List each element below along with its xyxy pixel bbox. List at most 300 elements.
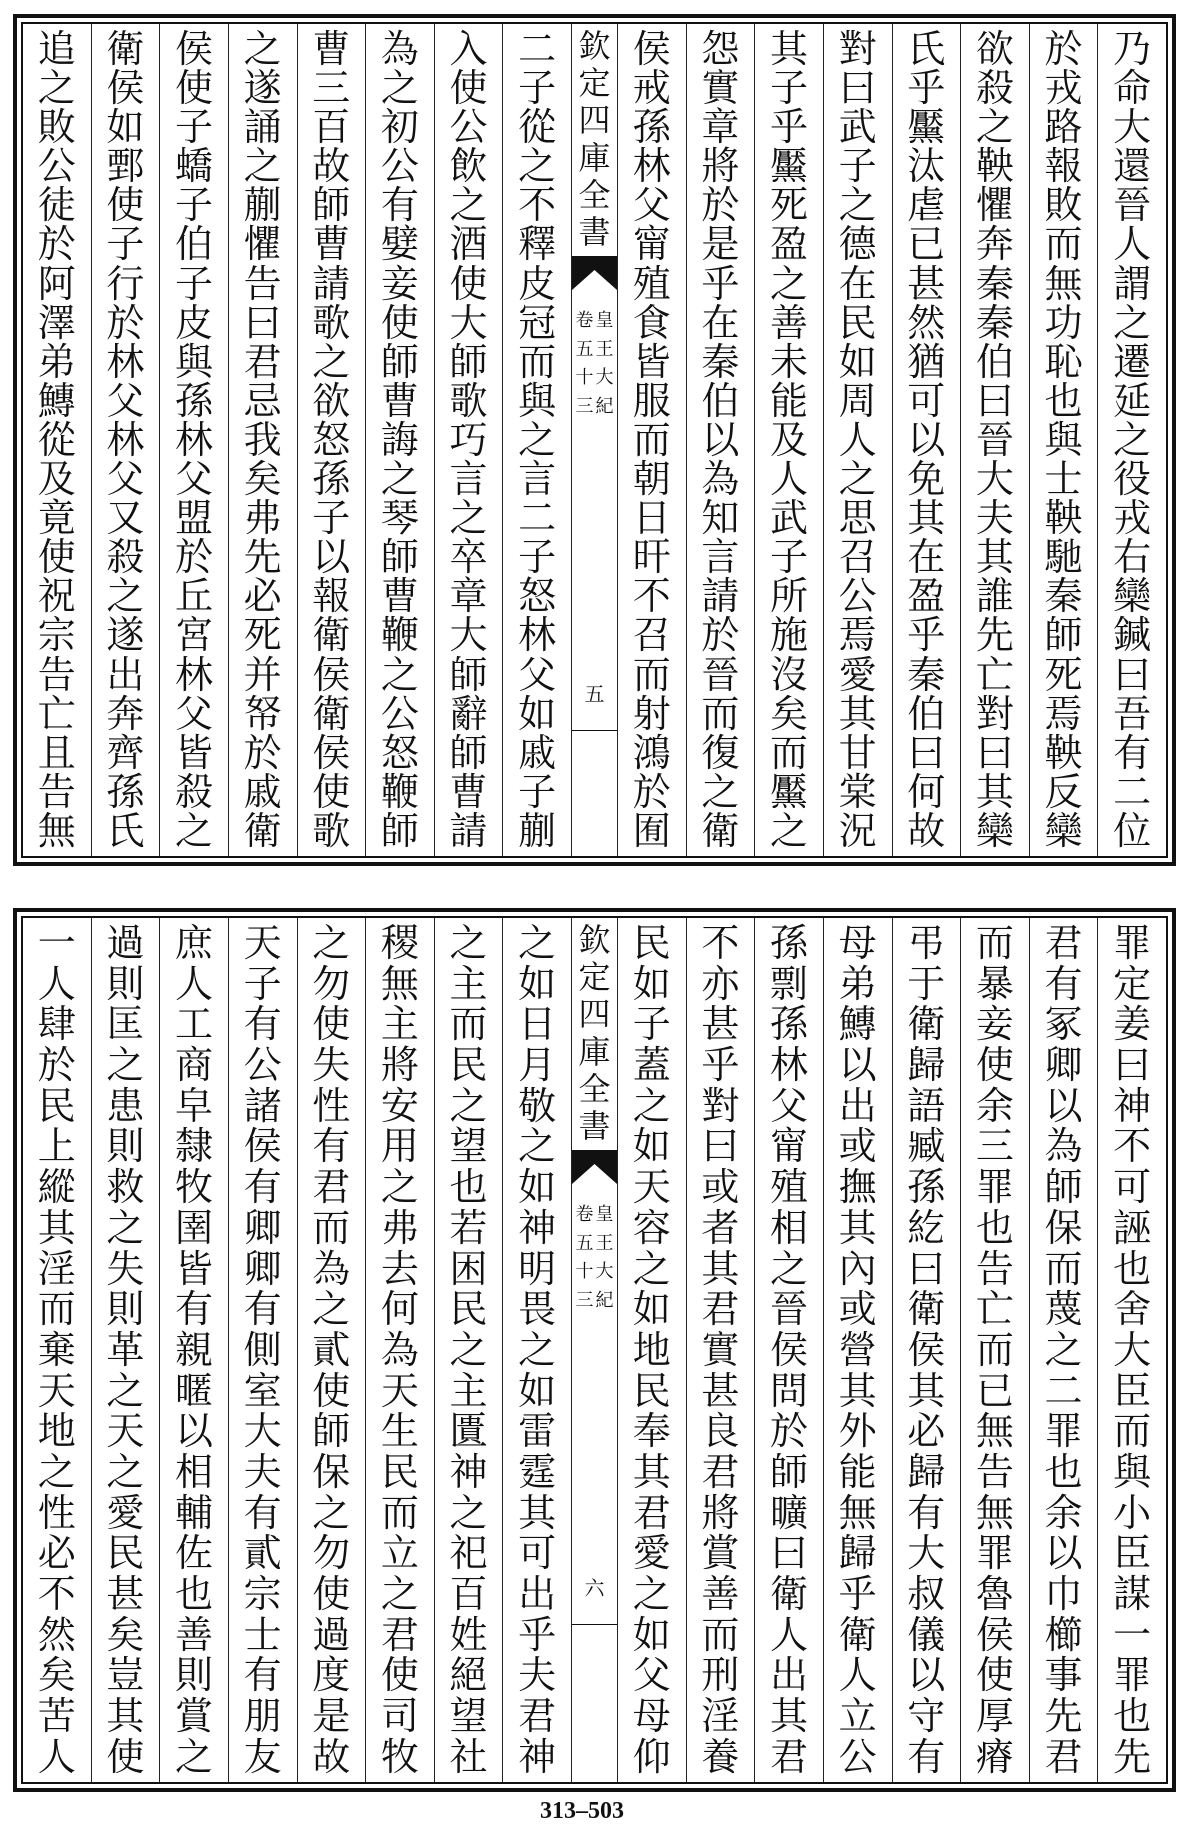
glyph: 也 bbox=[175, 1572, 214, 1616]
glyph: 必 bbox=[243, 574, 282, 619]
column-text bbox=[503, 27, 571, 853]
glyph: 宮 bbox=[175, 613, 214, 658]
glyph: 敗 bbox=[1044, 183, 1083, 228]
glyph: 之 bbox=[838, 183, 877, 228]
glyph: 也 bbox=[1044, 378, 1083, 423]
text-column bbox=[297, 918, 366, 1782]
glyph: 卿 bbox=[243, 1205, 282, 1250]
glyph: 之 bbox=[518, 417, 557, 462]
glyph: 如 bbox=[838, 339, 877, 384]
text-column bbox=[502, 918, 571, 1782]
glyph: 人 bbox=[770, 1612, 809, 1657]
glyph: 使 bbox=[380, 300, 419, 345]
glyph: 之 bbox=[1113, 300, 1152, 345]
column-text bbox=[893, 27, 961, 853]
glyph: 民 bbox=[632, 921, 671, 965]
glyph: 在 bbox=[838, 261, 877, 306]
glyph: 師 bbox=[380, 808, 419, 853]
column-text bbox=[160, 921, 228, 1779]
glyph: 民 bbox=[106, 1531, 145, 1576]
glyph: 鞅 bbox=[1044, 730, 1083, 775]
glyph: 行 bbox=[106, 261, 145, 306]
glyph: 師 bbox=[770, 1449, 809, 1494]
glyph: 猶 bbox=[907, 339, 946, 384]
glyph: 於 bbox=[770, 1409, 809, 1454]
text-frame bbox=[21, 916, 1168, 1784]
glyph: 士 bbox=[1044, 457, 1083, 502]
glyph: 使 bbox=[106, 183, 145, 228]
glyph: 可 bbox=[907, 378, 946, 423]
page-number: 六 bbox=[584, 1576, 605, 1600]
glyph: 以 bbox=[1044, 1531, 1083, 1576]
text-column bbox=[1029, 918, 1098, 1782]
glyph: 射 bbox=[632, 691, 671, 736]
glyph: 知 bbox=[701, 496, 740, 541]
glyph: 救 bbox=[106, 1165, 145, 1210]
glyph: 功 bbox=[1044, 300, 1083, 345]
glyph: 妾 bbox=[975, 1002, 1014, 1047]
glyph: 乃 bbox=[1113, 27, 1152, 71]
glyph: 於 bbox=[37, 222, 76, 267]
glyph: 戒 bbox=[632, 66, 671, 111]
glyph: 報 bbox=[1044, 144, 1083, 189]
glyph: 稷 bbox=[380, 921, 419, 965]
glyph: 友 bbox=[243, 1734, 282, 1779]
glyph: 而 bbox=[1113, 1409, 1152, 1454]
glyph: 是 bbox=[701, 222, 740, 267]
glyph: 之 bbox=[312, 1490, 351, 1535]
fold-column bbox=[571, 24, 617, 856]
glyph: 公 bbox=[380, 144, 419, 189]
glyph: 雷 bbox=[518, 1409, 557, 1454]
glyph: 君 bbox=[518, 1694, 557, 1739]
glyph: 懼 bbox=[975, 183, 1014, 228]
glyph: 黶 bbox=[907, 105, 946, 150]
glyph: 與 bbox=[1113, 1449, 1152, 1494]
glyph: 師 bbox=[449, 730, 488, 775]
glyph: 公 bbox=[380, 691, 419, 736]
glyph: 撫 bbox=[838, 1165, 877, 1210]
glyph: 侯 bbox=[106, 66, 145, 111]
glyph: 公 bbox=[838, 1734, 877, 1779]
fold-subtitle bbox=[575, 1206, 614, 1310]
glyph: 秦 bbox=[701, 339, 740, 384]
glyph: 復 bbox=[701, 730, 740, 775]
text-column bbox=[617, 918, 686, 1782]
glyph: 匱 bbox=[449, 1409, 488, 1454]
glyph: 之 bbox=[243, 27, 282, 71]
glyph: 食 bbox=[632, 300, 671, 345]
glyph: 召 bbox=[838, 535, 877, 580]
glyph: 則 bbox=[106, 1287, 145, 1332]
glyph: 為 bbox=[380, 27, 419, 71]
glyph: 性 bbox=[312, 1083, 351, 1128]
glyph: 有 bbox=[243, 1002, 282, 1047]
glyph: 又 bbox=[106, 496, 145, 541]
glyph: 鞅 bbox=[975, 144, 1014, 189]
glyph: 將 bbox=[701, 144, 740, 189]
glyph: 故 bbox=[312, 144, 351, 189]
glyph: 遷 bbox=[1113, 339, 1152, 384]
glyph: 怒 bbox=[312, 417, 351, 462]
text-column bbox=[228, 918, 297, 1782]
glyph: 林 bbox=[106, 417, 145, 462]
text-column bbox=[686, 918, 755, 1782]
glyph: 如 bbox=[632, 1612, 671, 1657]
glyph: 公 bbox=[838, 574, 877, 619]
glyph: 欽 bbox=[578, 921, 611, 959]
glyph: 工 bbox=[175, 1002, 214, 1047]
glyph: 生 bbox=[380, 1409, 419, 1454]
column-text bbox=[618, 27, 686, 853]
glyph: 子 bbox=[518, 535, 557, 580]
glyph: 豈 bbox=[106, 1653, 145, 1698]
glyph: 師 bbox=[312, 183, 351, 228]
glyph: 曹 bbox=[312, 27, 351, 71]
glyph: 之 bbox=[770, 808, 809, 853]
glyph: 民 bbox=[449, 1287, 488, 1332]
glyph: 歌 bbox=[312, 300, 351, 345]
glyph: 之 bbox=[449, 921, 488, 965]
glyph: 勿 bbox=[312, 1531, 351, 1576]
glyph: 其 bbox=[907, 1368, 946, 1413]
column-text bbox=[824, 27, 892, 853]
glyph: 庫 bbox=[578, 138, 611, 177]
glyph: 曹 bbox=[380, 574, 419, 619]
glyph: 孫 bbox=[770, 921, 809, 965]
glyph: 使 bbox=[975, 1653, 1014, 1698]
glyph: 如 bbox=[518, 691, 557, 736]
text-column bbox=[892, 24, 961, 856]
glyph: 商 bbox=[175, 1043, 214, 1088]
glyph: 容 bbox=[632, 1205, 671, 1250]
glyph: 甯 bbox=[770, 1124, 809, 1169]
glyph: 臣 bbox=[1113, 1531, 1152, 1576]
glyph: 衛 bbox=[243, 808, 282, 853]
glyph: 侯 bbox=[632, 27, 671, 71]
glyph: 伯 bbox=[175, 222, 214, 267]
glyph: 而 bbox=[1044, 222, 1083, 267]
glyph: 武 bbox=[838, 105, 877, 150]
glyph: 則 bbox=[175, 1653, 214, 1698]
glyph: 欲 bbox=[312, 378, 351, 423]
glyph: 孫 bbox=[632, 105, 671, 150]
glyph: 皮 bbox=[518, 261, 557, 306]
glyph: 於 bbox=[632, 769, 671, 814]
glyph: 使 bbox=[312, 1572, 351, 1616]
text-column bbox=[365, 918, 434, 1782]
glyph: 然 bbox=[37, 1612, 76, 1657]
glyph: 之 bbox=[106, 1368, 145, 1413]
glyph: 父 bbox=[175, 691, 214, 736]
glyph: 其 bbox=[838, 691, 877, 736]
glyph: 子 bbox=[770, 535, 809, 580]
book-title bbox=[595, 312, 614, 416]
glyph: 戎 bbox=[1044, 66, 1083, 111]
glyph: 其 bbox=[838, 1205, 877, 1250]
glyph: 使 bbox=[175, 66, 214, 111]
glyph: 怒 bbox=[380, 730, 419, 775]
glyph: 請 bbox=[449, 808, 488, 853]
text-column bbox=[91, 24, 160, 856]
glyph: 如 bbox=[106, 105, 145, 150]
column-text bbox=[755, 921, 823, 1779]
text-column bbox=[502, 24, 571, 856]
glyph: 三 bbox=[975, 1124, 1014, 1169]
glyph: 之 bbox=[380, 1165, 419, 1210]
glyph: 全 bbox=[578, 175, 611, 214]
glyph: 之 bbox=[380, 652, 419, 697]
glyph: 鍼 bbox=[1113, 613, 1152, 658]
text-column bbox=[754, 918, 823, 1782]
glyph: 殺 bbox=[975, 66, 1014, 111]
glyph: 愛 bbox=[632, 1531, 671, 1576]
glyph: 母 bbox=[838, 921, 877, 965]
glyph: 是 bbox=[312, 1694, 351, 1739]
column-text bbox=[961, 27, 1029, 853]
glyph: 秦 bbox=[975, 261, 1014, 306]
glyph: 日 bbox=[632, 496, 671, 541]
glyph: 外 bbox=[838, 1409, 877, 1454]
glyph: 無 bbox=[37, 808, 76, 853]
glyph: 苦 bbox=[37, 1694, 76, 1739]
glyph: 公 bbox=[243, 1043, 282, 1088]
glyph: 十 bbox=[575, 367, 594, 389]
text-column bbox=[365, 24, 434, 856]
glyph: 貳 bbox=[243, 1531, 282, 1576]
glyph: 死 bbox=[1044, 652, 1083, 697]
glyph: 暴 bbox=[975, 961, 1014, 1006]
glyph: 如 bbox=[632, 961, 671, 1006]
glyph: 初 bbox=[380, 105, 419, 150]
glyph: 蓋 bbox=[632, 1043, 671, 1088]
glyph: 而 bbox=[632, 417, 671, 462]
glyph: 皆 bbox=[175, 1246, 214, 1291]
glyph: 人 bbox=[37, 1734, 76, 1779]
glyph: 使 bbox=[312, 1368, 351, 1413]
glyph: 怨 bbox=[701, 27, 740, 71]
glyph: 有 bbox=[243, 1490, 282, 1535]
glyph: 有 bbox=[243, 1165, 282, 1210]
glyph: 賞 bbox=[701, 1531, 740, 1576]
glyph: 五 bbox=[575, 338, 594, 360]
glyph: 況 bbox=[838, 808, 877, 853]
glyph: 之 bbox=[1113, 417, 1152, 462]
glyph: 親 bbox=[175, 1327, 214, 1372]
glyph: 乎 bbox=[907, 66, 946, 111]
glyph: 其 bbox=[770, 27, 809, 71]
column-text bbox=[298, 27, 366, 853]
glyph: 而 bbox=[312, 1205, 351, 1250]
glyph: 歌 bbox=[449, 378, 488, 423]
text-column bbox=[892, 918, 961, 1782]
glyph: 矣 bbox=[770, 691, 809, 736]
glyph: 能 bbox=[838, 1449, 877, 1494]
glyph: 匡 bbox=[106, 1002, 145, 1047]
glyph: 以 bbox=[175, 1409, 214, 1454]
glyph: 問 bbox=[770, 1368, 809, 1413]
glyph: 上 bbox=[37, 1124, 76, 1169]
glyph: 之 bbox=[175, 808, 214, 853]
glyph: 其 bbox=[975, 769, 1014, 814]
glyph: 三 bbox=[575, 395, 594, 417]
glyph: 庫 bbox=[578, 1032, 611, 1071]
glyph: 誨 bbox=[380, 417, 419, 462]
glyph: 位 bbox=[1113, 808, 1152, 853]
glyph: 君 bbox=[243, 339, 282, 384]
glyph: 乎 bbox=[838, 1572, 877, 1616]
glyph: 三 bbox=[312, 66, 351, 111]
glyph: 出 bbox=[838, 1083, 877, 1128]
glyph: 二 bbox=[518, 496, 557, 541]
glyph: 天 bbox=[380, 1368, 419, 1413]
glyph: 乎 bbox=[518, 1612, 557, 1657]
glyph: 林 bbox=[770, 1043, 809, 1088]
column-text bbox=[23, 921, 91, 1779]
glyph: 淫 bbox=[701, 1694, 740, 1739]
glyph: 遂 bbox=[106, 613, 145, 658]
glyph: 虐 bbox=[907, 183, 946, 228]
glyph: 天 bbox=[632, 1165, 671, 1210]
glyph: 出 bbox=[106, 652, 145, 697]
glyph: 司 bbox=[380, 1694, 419, 1739]
glyph: 師 bbox=[1044, 613, 1083, 658]
glyph: 不 bbox=[632, 574, 671, 619]
glyph: 有 bbox=[243, 1287, 282, 1332]
glyph: 吾 bbox=[1113, 691, 1152, 736]
text-column bbox=[1097, 24, 1166, 856]
glyph: 無 bbox=[838, 1490, 877, 1535]
glyph: 鴻 bbox=[632, 730, 671, 775]
glyph: 民 bbox=[37, 1083, 76, 1128]
text-column bbox=[434, 24, 503, 856]
glyph: 日 bbox=[518, 1002, 557, 1047]
glyph: 或 bbox=[701, 1165, 740, 1210]
glyph: 鞭 bbox=[380, 613, 419, 658]
glyph: 欒 bbox=[975, 808, 1014, 853]
glyph: 姓 bbox=[449, 1612, 488, 1657]
glyph: 困 bbox=[449, 1246, 488, 1291]
glyph: 其 bbox=[701, 1246, 740, 1291]
glyph: 告 bbox=[37, 769, 76, 814]
glyph: 將 bbox=[701, 1490, 740, 1535]
glyph: 先 bbox=[1044, 1694, 1083, 1739]
glyph: 也 bbox=[1044, 1449, 1083, 1494]
glyph: 與 bbox=[175, 339, 214, 384]
page-number: 五 bbox=[584, 682, 605, 706]
series-title bbox=[572, 27, 617, 251]
glyph: 一 bbox=[37, 921, 76, 965]
glyph: 之 bbox=[449, 1083, 488, 1128]
column-text bbox=[366, 27, 434, 853]
glyph: 有 bbox=[1044, 961, 1083, 1006]
column-text bbox=[435, 27, 503, 853]
column-text bbox=[503, 921, 571, 1779]
glyph: 蔑 bbox=[1044, 1287, 1083, 1332]
glyph: 晉 bbox=[975, 417, 1014, 462]
glyph: 澤 bbox=[37, 300, 76, 345]
glyph: 氏 bbox=[106, 808, 145, 853]
glyph: 人 bbox=[175, 961, 214, 1006]
glyph: 之 bbox=[380, 1572, 419, 1616]
glyph: 先 bbox=[975, 613, 1014, 658]
glyph: 矣 bbox=[37, 1653, 76, 1698]
glyph: 使 bbox=[312, 1002, 351, 1047]
text-column bbox=[823, 24, 892, 856]
glyph: 侯 bbox=[312, 652, 351, 697]
glyph: 丘 bbox=[175, 574, 214, 619]
glyph: 臣 bbox=[1113, 1368, 1152, 1413]
glyph: 君 bbox=[701, 1449, 740, 1494]
glyph: 安 bbox=[380, 1083, 419, 1128]
glyph: 之 bbox=[449, 1327, 488, 1372]
glyph: 鱄 bbox=[37, 378, 76, 423]
column-text bbox=[160, 27, 228, 853]
glyph: 孫 bbox=[907, 1165, 946, 1210]
glyph: 紀 bbox=[595, 395, 614, 417]
glyph: 侯 bbox=[175, 27, 214, 71]
glyph: 曰 bbox=[243, 300, 282, 345]
glyph: 師 bbox=[380, 535, 419, 580]
glyph: 侯 bbox=[770, 1327, 809, 1372]
column-text bbox=[687, 921, 755, 1779]
glyph: 出 bbox=[518, 1572, 557, 1616]
glyph: 侯 bbox=[312, 730, 351, 775]
glyph: 之 bbox=[975, 105, 1014, 150]
glyph: 於 bbox=[701, 613, 740, 658]
glyph: 朋 bbox=[243, 1694, 282, 1739]
glyph: 嬖 bbox=[380, 222, 419, 267]
glyph: 夫 bbox=[518, 1653, 557, 1698]
glyph: 余 bbox=[1044, 1490, 1083, 1535]
glyph: 之 bbox=[312, 921, 351, 965]
glyph: 保 bbox=[1044, 1205, 1083, 1250]
glyph: 無 bbox=[380, 961, 419, 1006]
glyph: 圉 bbox=[175, 1205, 214, 1250]
glyph: 曹 bbox=[380, 378, 419, 423]
glyph: 徒 bbox=[37, 183, 76, 228]
glyph: 子 bbox=[312, 496, 351, 541]
glyph: 二 bbox=[518, 27, 557, 71]
glyph: 先 bbox=[1113, 1734, 1152, 1779]
glyph: 告 bbox=[37, 652, 76, 697]
glyph: 父 bbox=[175, 457, 214, 502]
text-column bbox=[1097, 918, 1166, 1782]
glyph: 誰 bbox=[975, 574, 1014, 619]
glyph: 欒 bbox=[1113, 574, 1152, 619]
glyph: 儀 bbox=[907, 1612, 946, 1657]
glyph: 歸 bbox=[838, 1531, 877, 1576]
column-text bbox=[1030, 921, 1098, 1779]
glyph: 歌 bbox=[312, 808, 351, 853]
glyph: 弗 bbox=[243, 496, 282, 541]
glyph: 衛 bbox=[312, 613, 351, 658]
glyph: 五 bbox=[575, 1232, 594, 1254]
glyph: 之 bbox=[37, 66, 76, 111]
glyph: 馳 bbox=[1044, 535, 1083, 580]
glyph: 良 bbox=[701, 1409, 740, 1454]
glyph: 愛 bbox=[838, 652, 877, 697]
glyph: 祀 bbox=[449, 1531, 488, 1576]
glyph: 沒 bbox=[770, 652, 809, 697]
glyph: 之 bbox=[770, 261, 809, 306]
glyph: 召 bbox=[632, 613, 671, 658]
glyph: 命 bbox=[1113, 66, 1152, 111]
glyph: 守 bbox=[907, 1694, 946, 1739]
glyph: 君 bbox=[701, 1287, 740, 1332]
glyph: 巾 bbox=[1044, 1572, 1083, 1616]
glyph: 大 bbox=[1113, 1327, 1152, 1372]
